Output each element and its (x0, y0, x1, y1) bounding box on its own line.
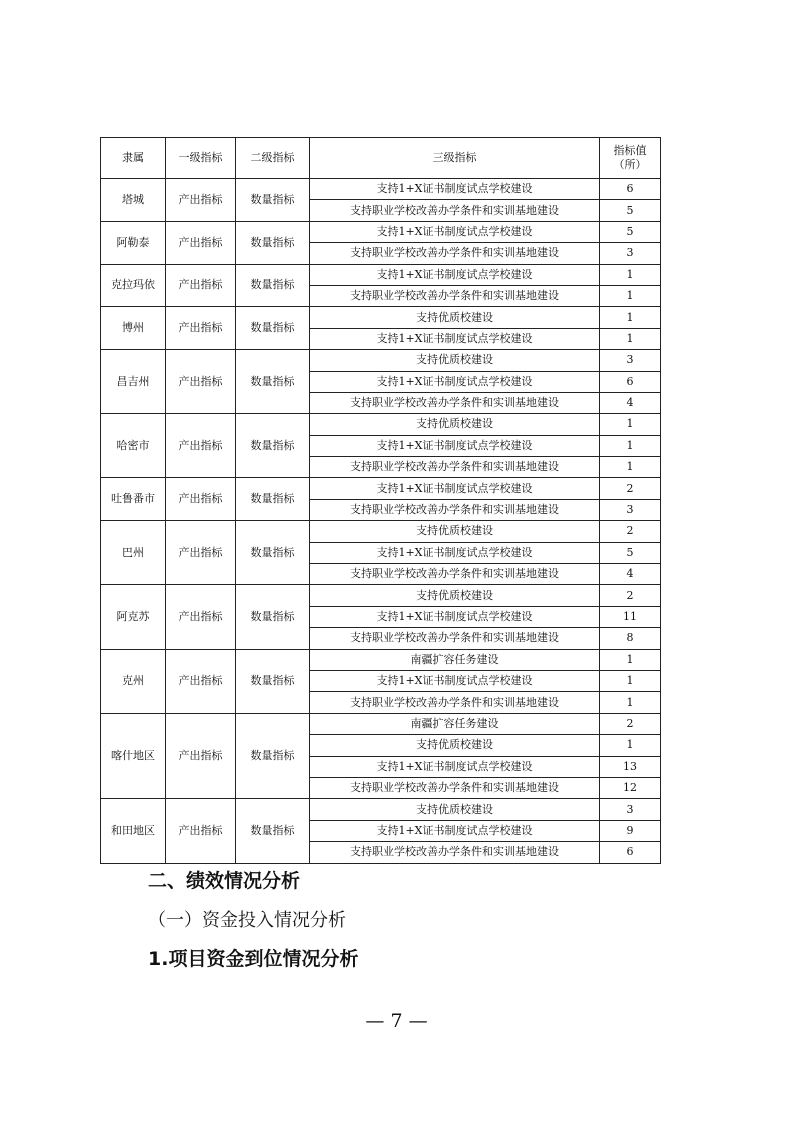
value-cell: 8 (600, 628, 661, 649)
value-cell: 5 (600, 221, 661, 242)
value-cell: 6 (600, 371, 661, 392)
value-cell: 1 (600, 692, 661, 713)
value-cell: 1 (600, 670, 661, 691)
level3-cell: 南疆扩容任务建设 (310, 649, 600, 670)
value-cell: 1 (600, 307, 661, 328)
level1-cell: 产出指标 (166, 649, 236, 713)
region-cell: 克拉玛依 (101, 264, 166, 307)
value-cell: 1 (600, 414, 661, 435)
level2-cell: 数量指标 (236, 350, 310, 414)
level3-cell: 支持职业学校改善办学条件和实训基地建设 (310, 692, 600, 713)
header-region: 隶属 (101, 138, 166, 179)
level3-cell: 支持优质校建设 (310, 414, 600, 435)
level2-cell: 数量指标 (236, 585, 310, 649)
level3-cell: 支持1+X证书制度试点学校建设 (310, 756, 600, 777)
level3-cell: 支持职业学校改善办学条件和实训基地建设 (310, 499, 600, 520)
level3-cell: 支持职业学校改善办学条件和实训基地建设 (310, 285, 600, 306)
level3-cell: 支持1+X证书制度试点学校建设 (310, 820, 600, 841)
level3-cell: 支持职业学校改善办学条件和实训基地建设 (310, 628, 600, 649)
value-cell: 4 (600, 392, 661, 413)
level3-cell: 支持1+X证书制度试点学校建设 (310, 606, 600, 627)
level1-cell: 产出指标 (166, 799, 236, 863)
level2-cell: 数量指标 (236, 713, 310, 799)
value-cell: 2 (600, 521, 661, 542)
level1-cell: 产出指标 (166, 585, 236, 649)
value-cell: 1 (600, 435, 661, 456)
level3-cell: 支持1+X证书制度试点学校建设 (310, 670, 600, 691)
indicator-table (100, 137, 661, 864)
value-cell: 2 (600, 478, 661, 499)
level1-cell: 产出指标 (166, 179, 236, 222)
level3-cell: 支持1+X证书制度试点学校建设 (310, 179, 600, 200)
table-row (101, 179, 661, 200)
value-cell: 13 (600, 756, 661, 777)
region-cell: 塔城 (101, 179, 166, 222)
level3-cell: 支持职业学校改善办学条件和实训基地建设 (310, 392, 600, 413)
value-cell: 1 (600, 328, 661, 349)
level3-cell: 支持1+X证书制度试点学校建设 (310, 478, 600, 499)
value-cell: 5 (600, 542, 661, 563)
section-heading: 二、绩效情况分析 (148, 870, 301, 892)
value-cell: 12 (600, 777, 661, 798)
level1-cell: 产出指标 (166, 521, 236, 585)
table-row (101, 307, 661, 328)
value-cell: 3 (600, 350, 661, 371)
value-cell: 1 (600, 285, 661, 306)
region-cell: 博州 (101, 307, 166, 350)
value-cell: 1 (600, 649, 661, 670)
value-cell: 3 (600, 243, 661, 264)
value-cell: 2 (600, 585, 661, 606)
level3-cell: 支持1+X证书制度试点学校建设 (310, 371, 600, 392)
table-row (101, 585, 661, 606)
level3-cell: 支持优质校建设 (310, 350, 600, 371)
level3-cell: 支持职业学校改善办学条件和实训基地建设 (310, 564, 600, 585)
level1-cell: 产出指标 (166, 350, 236, 414)
value-cell: 2 (600, 713, 661, 734)
table-header-row (101, 138, 661, 179)
region-cell: 阿勒泰 (101, 221, 166, 264)
level1-cell: 产出指标 (166, 478, 236, 521)
level3-cell: 支持优质校建设 (310, 799, 600, 820)
region-cell: 吐鲁番市 (101, 478, 166, 521)
level3-cell: 支持职业学校改善办学条件和实训基地建设 (310, 457, 600, 478)
level2-cell: 数量指标 (236, 414, 310, 478)
table-row (101, 649, 661, 670)
subsection-heading: （一）资金投入情况分析 (148, 910, 346, 931)
level3-cell: 南疆扩容任务建设 (310, 713, 600, 734)
level1-cell: 产出指标 (166, 713, 236, 799)
table-row (101, 521, 661, 542)
level2-cell: 数量指标 (236, 799, 310, 863)
value-cell: 1 (600, 457, 661, 478)
value-cell: 4 (600, 564, 661, 585)
level3-cell: 支持优质校建设 (310, 307, 600, 328)
level3-cell: 支持职业学校改善办学条件和实训基地建设 (310, 842, 600, 863)
level3-cell: 支持1+X证书制度试点学校建设 (310, 542, 600, 563)
level1-cell: 产出指标 (166, 414, 236, 478)
value-cell: 6 (600, 842, 661, 863)
value-cell: 3 (600, 499, 661, 520)
header-level3: 三级指标 (310, 138, 600, 179)
level2-cell: 数量指标 (236, 221, 310, 264)
value-cell: 9 (600, 820, 661, 841)
level3-cell: 支持优质校建设 (310, 585, 600, 606)
level3-cell: 支持优质校建设 (310, 521, 600, 542)
level3-cell: 支持职业学校改善办学条件和实训基地建设 (310, 777, 600, 798)
value-cell: 11 (600, 606, 661, 627)
level2-cell: 数量指标 (236, 521, 310, 585)
table-body (101, 179, 661, 864)
level3-cell: 支持1+X证书制度试点学校建设 (310, 264, 600, 285)
level1-cell: 产出指标 (166, 307, 236, 350)
header-level2: 二级指标 (236, 138, 310, 179)
region-cell: 阿克苏 (101, 585, 166, 649)
level2-cell: 数量指标 (236, 264, 310, 307)
region-cell: 和田地区 (101, 799, 166, 863)
table-row (101, 264, 661, 285)
level2-cell: 数量指标 (236, 179, 310, 222)
level3-cell: 支持优质校建设 (310, 735, 600, 756)
value-cell: 1 (600, 264, 661, 285)
value-cell: 6 (600, 179, 661, 200)
level2-cell: 数量指标 (236, 649, 310, 713)
header-value: 指标值（所） (600, 138, 661, 179)
subsubsection-heading: 1.项目资金到位情况分析 (148, 948, 359, 970)
level1-cell: 产出指标 (166, 264, 236, 307)
table-row (101, 478, 661, 499)
value-cell: 5 (600, 200, 661, 221)
region-cell: 哈密市 (101, 414, 166, 478)
level3-cell: 支持1+X证书制度试点学校建设 (310, 221, 600, 242)
region-cell: 喀什地区 (101, 713, 166, 799)
value-cell: 1 (600, 735, 661, 756)
table-row (101, 799, 661, 820)
table-row (101, 221, 661, 242)
region-cell: 巴州 (101, 521, 166, 585)
level3-cell: 支持职业学校改善办学条件和实训基地建设 (310, 243, 600, 264)
level3-cell: 支持1+X证书制度试点学校建设 (310, 435, 600, 456)
page-number: — 7 — (365, 1010, 428, 1032)
table-row (101, 713, 661, 734)
level2-cell: 数量指标 (236, 307, 310, 350)
level1-cell: 产出指标 (166, 221, 236, 264)
region-cell: 克州 (101, 649, 166, 713)
level3-cell: 支持职业学校改善办学条件和实训基地建设 (310, 200, 600, 221)
level2-cell: 数量指标 (236, 478, 310, 521)
value-cell: 3 (600, 799, 661, 820)
table-row (101, 350, 661, 371)
region-cell: 昌吉州 (101, 350, 166, 414)
indicator-table-wrapper (100, 137, 660, 864)
table-row (101, 414, 661, 435)
level3-cell: 支持1+X证书制度试点学校建设 (310, 328, 600, 349)
header-level1: 一级指标 (166, 138, 236, 179)
